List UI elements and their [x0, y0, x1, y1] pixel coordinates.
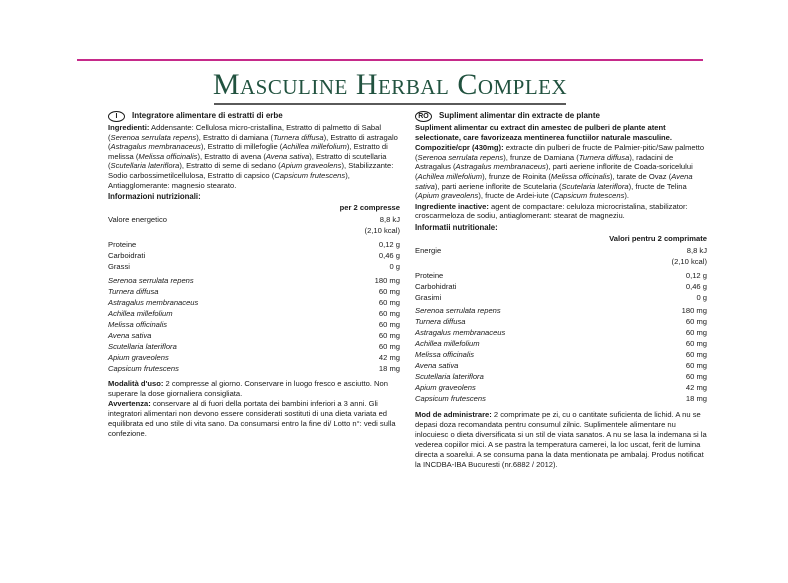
nutrient-name: Melissa officinalis	[415, 350, 475, 360]
nutrient-name: Capsicum frutescens	[415, 394, 486, 404]
nutrient-name: Apium graveolens	[108, 352, 169, 362]
italian-warning-label: Avvertenza:	[108, 399, 151, 409]
nutrient-name: Scutellaria lateriflora	[108, 341, 177, 351]
romanian-usage-block	[415, 410, 707, 470]
table-row	[108, 236, 400, 250]
romanian-nutrition-table	[415, 234, 707, 405]
nutrient-value: 60 mg	[378, 341, 400, 351]
nutrient-value: 60 mg	[378, 330, 400, 340]
italian-nutrition-body	[108, 214, 400, 374]
nutrient-value: (2,10 kcal)	[671, 256, 707, 266]
nutrient-value: 60 mg	[685, 350, 707, 360]
italian-warning-text: conservare al di fuori della portata dei bambini inferiori a 3 anni. Gli integratori alimentari non devono essere considerati sostituti di una dieta variata ed equilibrata ed uno stile di vita sano. Da consumarsi entro la fine di/ Lotto n°: vedi sulla confezione.	[108, 399, 396, 439]
table-row	[108, 330, 400, 341]
table-row	[415, 339, 707, 350]
nutrient-value: 8,8 kJ	[686, 245, 707, 255]
table-row	[108, 341, 400, 352]
nutrient-value: 8,8 kJ	[379, 214, 400, 224]
latin-binomial: Achillea millefolium	[282, 142, 347, 152]
nutrient-name: Proteine	[108, 239, 137, 249]
table-row	[415, 317, 707, 328]
nutrient-value: 60 mg	[685, 339, 707, 349]
romanian-composition-paragraph	[415, 143, 707, 201]
latin-binomial: Scutelaria lateriflora	[561, 181, 629, 191]
latin-binomial: Melissa officinalis	[550, 171, 611, 181]
italian-nutrition-label: Informazioni nutrizionali:	[108, 192, 201, 202]
table-row	[108, 214, 400, 225]
table-header-row	[415, 234, 707, 246]
romanian-language-header	[415, 110, 707, 122]
title-block	[77, 68, 703, 105]
nutrient-value: 0 g	[696, 292, 707, 302]
italian-usage-label: Modalità d'uso:	[108, 378, 164, 388]
romanian-inactive-paragraph	[415, 202, 707, 221]
table-header-row	[108, 203, 400, 215]
nutrient-value: (2,10 kcal)	[364, 225, 400, 235]
table-row	[415, 350, 707, 361]
nutrient-name: Achillea millefolium	[415, 339, 480, 349]
nutrient-name: Serenoa serrulata repens	[108, 275, 194, 285]
nutrient-value: 0,46 g	[378, 250, 400, 260]
table-row	[415, 281, 707, 292]
table-row	[108, 363, 400, 374]
table-row	[415, 394, 707, 405]
romanian-usage-label: Mod de administrare:	[415, 409, 492, 419]
nutrient-name	[108, 225, 283, 236]
romanian-inactive-text: agent de compactare: celuloza microcristalina, stabilizator: croscarmeloza de sodiu, antiaglomerant: stearat de magneziu.	[415, 201, 688, 221]
title-underline	[214, 103, 566, 105]
romanian-inactive-label: Ingrediente inactive:	[415, 201, 489, 211]
romanian-composition-label: Compozitie/cpr (430mg):	[415, 143, 504, 153]
nutrient-value: 18 mg	[378, 363, 400, 373]
nutrient-value: 18 mg	[685, 394, 707, 404]
column-italian	[108, 110, 400, 439]
table-row	[108, 250, 400, 261]
nutrient-value: 60 mg	[685, 317, 707, 327]
nutrient-value: 0,46 g	[685, 281, 707, 291]
latin-binomial: Astragalus membranaceus	[455, 162, 546, 172]
page-title: Masculine Herbal Complex	[212, 68, 568, 101]
italian-ingredients-label: Ingredienti:	[108, 123, 150, 132]
nutrient-name: Achillea millefolium	[108, 308, 173, 318]
table-row	[108, 261, 400, 272]
nutrient-name: Energie	[415, 245, 442, 255]
nutrient-name: Grasimi	[415, 292, 442, 302]
nutrient-value: 180 mg	[681, 306, 707, 316]
nutrient-value: 0 g	[389, 261, 400, 271]
romanian-intro-paragraph: Supliment alimentar cu extract din amestec de pulberi de plante atent selectionate, care favorizeaza mentinerea functiilor naturale masculine.	[415, 123, 673, 142]
nutrient-name: Astragalus membranaceus	[415, 328, 506, 338]
nutrient-value: 60 mg	[685, 361, 707, 371]
nutrient-name: Capsicum frutescens	[108, 363, 179, 373]
latin-binomial: Melissa officinalis	[138, 151, 198, 161]
top-magenta-rule	[77, 59, 703, 61]
italian-usage-text: 2 compresse al giorno. Conservare in luogo fresco e asciutto. Non superare la dose giornaliera consigliata.	[108, 378, 388, 398]
nutrient-column-header	[108, 203, 283, 215]
italian-nutrition-table	[108, 203, 400, 374]
romanian-usage-text: 2 comprimate pe zi, cu o cantitate suficienta de lichid. A nu se depasi doza recomandata pentru consumul zilnic. Suplimentele alimentare nu inlocuiesc o dieta diversificata si un stil de viata sanatos. A nu se lasa la indemana si la vederea copiilor mici. A se pastra la temperatura camerei, la loc uscat, ferit de lumina directa a soarelui. A se consuma pana la data mentionata pe ambalaj. Produs notificat la INCDBA-IBA Bucuresti (nr.6882 / 2012).	[415, 409, 707, 469]
table-row	[415, 267, 707, 281]
nutrient-name: Grassi	[108, 261, 130, 271]
nutrient-name: Carbohidrati	[415, 281, 457, 291]
nutrient-name: Proteine	[415, 270, 444, 280]
latin-binomial: Turnera diffusa	[578, 152, 630, 162]
flag-badge-icon: I	[108, 111, 125, 122]
nutrient-value: 60 mg	[378, 308, 400, 318]
table-row	[108, 286, 400, 297]
nutrient-value: 60 mg	[378, 286, 400, 296]
table-row	[108, 272, 400, 286]
nutrient-value: 60 mg	[685, 372, 707, 382]
italian-usage-block	[108, 379, 400, 440]
latin-binomial: Avena sativa	[265, 151, 310, 161]
latin-binomial: Apium graveolens	[280, 161, 342, 171]
italian-language-header	[108, 110, 400, 122]
table-row	[108, 319, 400, 330]
table-row	[108, 308, 400, 319]
table-row	[108, 297, 400, 308]
romanian-usage-paragraph	[415, 410, 707, 470]
nutrient-value: 42 mg	[685, 383, 707, 393]
nutrient-name: Avena sativa	[415, 361, 459, 371]
nutrient-name: Serenoa serrulata repens	[415, 306, 501, 316]
table-row	[415, 256, 707, 267]
romanian-nutrition-body	[415, 245, 707, 405]
table-row	[108, 352, 400, 363]
table-row	[415, 328, 707, 339]
nutrient-name: Apium graveolens	[415, 383, 476, 393]
nutrient-value: 180 mg	[374, 275, 400, 285]
latin-binomial: Turnera diffusa	[273, 132, 324, 142]
romanian-nutrition-label: Informatii nutritionale:	[415, 222, 498, 232]
nutrient-name: Avena sativa	[108, 330, 152, 340]
nutrient-name: Astragalus membranaceus	[108, 297, 199, 307]
latin-binomial: Capsicum frutescens	[274, 170, 346, 180]
nutrient-value: 60 mg	[378, 297, 400, 307]
latin-binomial: Capsicum frutescens	[553, 191, 625, 201]
nutrient-name: Melissa officinalis	[108, 319, 168, 329]
nutrient-value: 0,12 g	[378, 239, 400, 249]
flag-badge-icon: RO	[415, 111, 432, 122]
column-romanian	[415, 110, 707, 470]
latin-binomial: Avena sativa	[415, 171, 693, 191]
italian-ingredients-paragraph	[108, 123, 400, 190]
nutrient-name: Carboidrati	[108, 250, 146, 260]
italian-usage-paragraph	[108, 379, 400, 399]
nutrient-column-header	[415, 234, 555, 246]
latin-binomial: Achillea millefolium	[417, 171, 483, 181]
language-columns	[0, 110, 788, 575]
table-row	[415, 383, 707, 394]
italian-warning-paragraph	[108, 399, 400, 439]
table-row	[415, 361, 707, 372]
romanian-serving-header: Valori pentru 2 comprimate	[609, 233, 707, 243]
latin-binomial: Serenoa serrulata repens	[110, 132, 197, 142]
romanian-product-descriptor: Supliment alimentar din extracte de plante	[439, 111, 600, 121]
nutrient-name: Turnera diffusa	[415, 317, 466, 327]
nutrient-value: 42 mg	[378, 352, 400, 362]
latin-binomial: Astragalus membranaceus	[110, 142, 201, 152]
nutrient-value: 0,12 g	[685, 270, 707, 280]
italian-product-descriptor: Integratore alimentare di estratti di erbe	[132, 111, 283, 121]
table-row	[108, 225, 400, 236]
nutrient-name: Turnera diffusa	[108, 286, 159, 296]
table-row	[415, 303, 707, 317]
table-row	[415, 292, 707, 303]
nutrient-name: Valore energetico	[108, 214, 167, 224]
latin-binomial: Apium graveolens	[417, 191, 479, 201]
italian-ingredients-text: Addensante: Cellulosa micro-cristallina, Estratto di palmetto di Sabal (Serenoa serrulata repens), Estratto di damiana (Turnera diffusa), Estratto di astragalo (Astragalus membranaceus), Estratto di millefoglie (Achillea millefolium), Estratto di melissa (Melissa officinalis), Estratto di avena (Avena sativa), Estratto di scutellaria (Scutellaria lateriflora), Estratto di seme di sedano (Apium graveolens), Stabilizzante: Sodio carbossimetilcellulosa, Estratto di capsico (Capsicum frutescens), Antiagglomerante: magnesio stearato.	[108, 123, 398, 190]
table-row	[415, 245, 707, 256]
nutrient-value: 60 mg	[685, 328, 707, 338]
romanian-composition-text: extracte din pulberi de fructe de Palmier-pitic/Saw palmetto (Serenoa serrulata repens), frunze de Damiana (Turnera diffusa), radacini de Astragalus (Astragalus membranaceus), parti aeriene inflorite de Coada-soricelului (Achillea millefolium), frunze de Roinita (Melissa officinalis), tarate de Ovaz (Avena sativa), parti aeriene inflorite de Scutelaria (Scutelaria lateriflora), fructe de Telina (Apium graveolens), fructe de Ardei-iute (Capsicum frutescens).	[415, 143, 705, 201]
nutrient-name	[415, 256, 555, 267]
nutrient-name: Scutellaria lateriflora	[415, 372, 484, 382]
latin-binomial: Scutellaria lateriflora	[110, 161, 180, 171]
nutrient-value: 60 mg	[378, 319, 400, 329]
latin-binomial: Serenoa serrulata repens	[417, 152, 504, 162]
italian-serving-header: per 2 compresse	[339, 202, 400, 212]
table-row	[415, 372, 707, 383]
